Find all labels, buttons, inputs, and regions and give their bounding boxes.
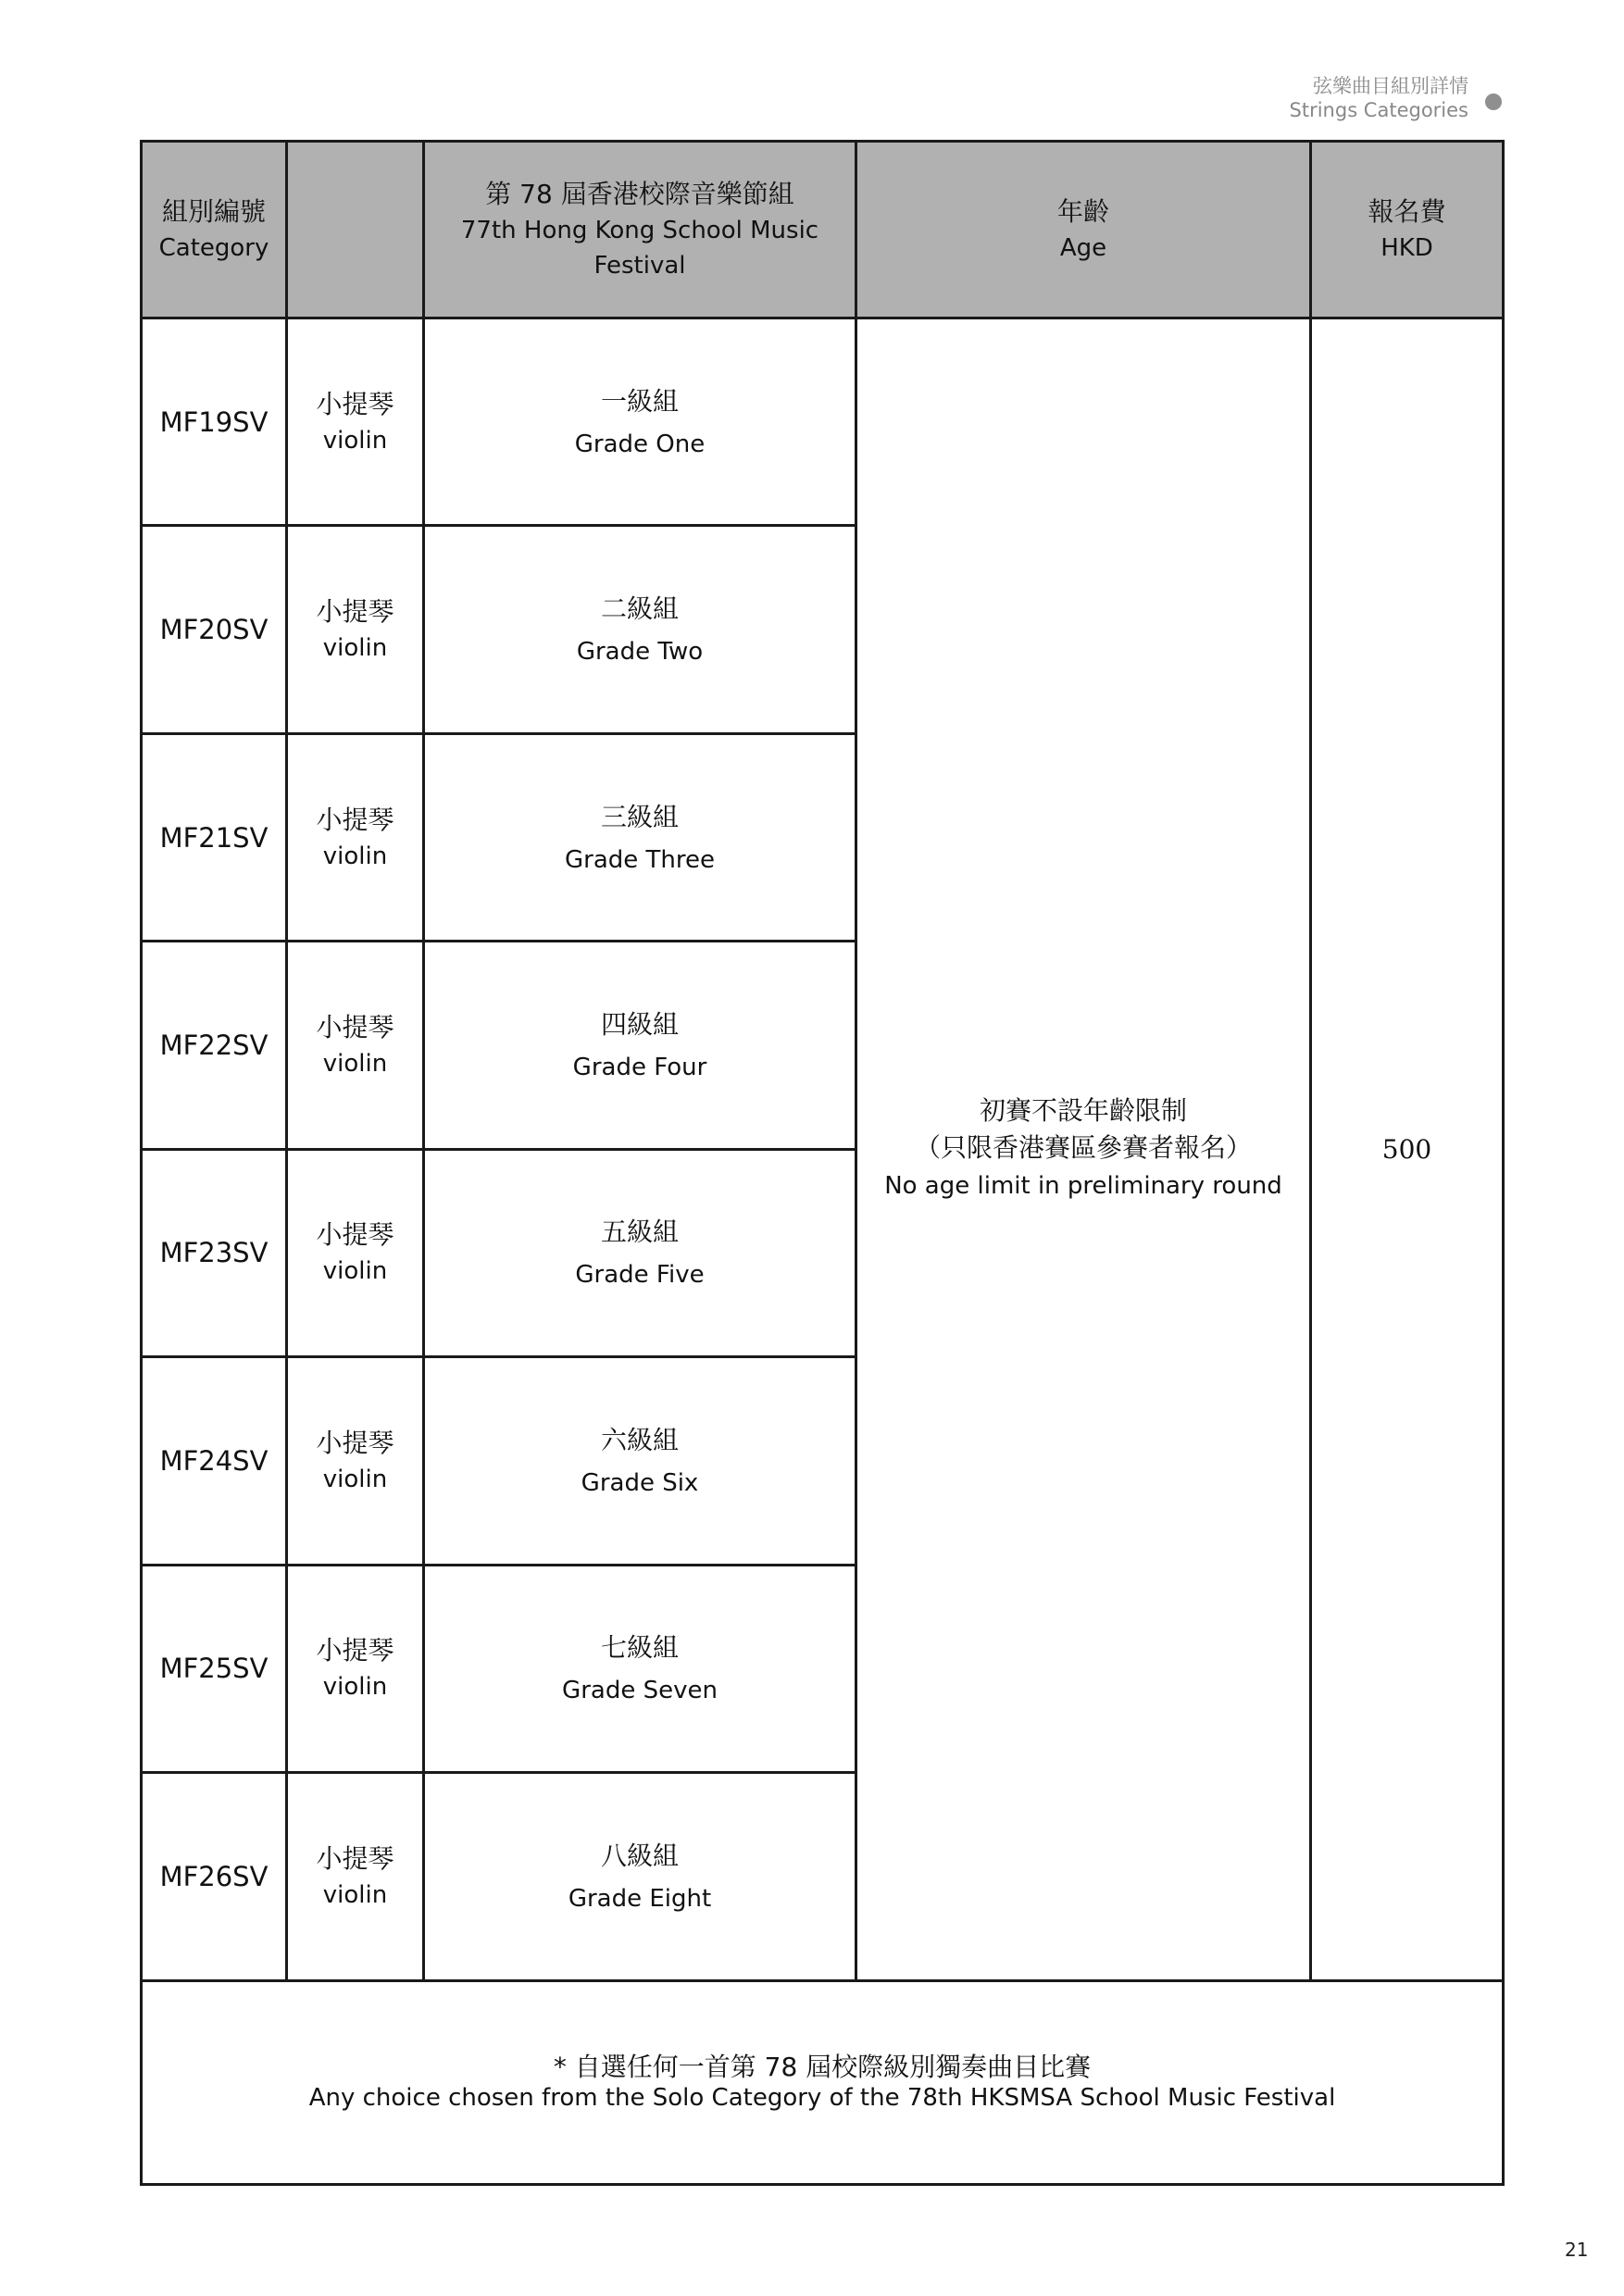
- grade-en: Grade Seven: [562, 1677, 718, 1705]
- category-code: MF24SV: [142, 1357, 287, 1565]
- grade-cn: 六級組: [600, 1424, 679, 1455]
- instrument-en: violin: [322, 842, 388, 870]
- grade-en: Grade Two: [576, 638, 704, 667]
- age-line-1: 初賽不設年齡限制: [979, 1095, 1187, 1127]
- grade-cell: [424, 942, 856, 1149]
- instrument-cn: 小提琴: [316, 804, 394, 835]
- instrument-en: violin: [322, 1050, 388, 1079]
- category-code: MF26SV: [142, 1773, 287, 1980]
- instrument-cell: [287, 733, 424, 941]
- grade-cn: 一級組: [600, 385, 679, 417]
- grade-cn: 七級組: [600, 1632, 679, 1664]
- instrument-cn: 小提琴: [316, 596, 394, 628]
- category-code: MF22SV: [142, 942, 287, 1149]
- grade-cell: [424, 1773, 856, 1980]
- instrument-en: violin: [322, 426, 388, 455]
- instrument-cn: 小提琴: [316, 1427, 394, 1458]
- page-header: [1254, 74, 1624, 130]
- header-festival: [424, 142, 856, 318]
- header-category: [142, 142, 287, 318]
- age-line-3: No age limit in preliminary round: [884, 1172, 1282, 1201]
- header-festival-en: 77th Hong Kong School Music Festival: [460, 217, 819, 280]
- grade-cell: [424, 318, 856, 526]
- page-number: 21: [1565, 2239, 1589, 2261]
- grade-cell: [424, 733, 856, 941]
- grade-cell: [424, 1149, 856, 1356]
- table-row: [142, 318, 1504, 526]
- category-code: MF23SV: [142, 1149, 287, 1356]
- header-fee-en: HKD: [1380, 234, 1433, 262]
- grade-en: Grade Eight: [568, 1884, 712, 1913]
- note-en: Any choice chosen from the Solo Category of the 78th HKSMSA School Music Festival: [308, 2084, 1336, 2113]
- age-cell: [856, 318, 1311, 1981]
- instrument-en: violin: [322, 1673, 388, 1702]
- instrument-en: violin: [322, 1880, 388, 1909]
- instrument-cell: [287, 526, 424, 733]
- grade-cell: [424, 1357, 856, 1565]
- instrument-cell: [287, 1773, 424, 1980]
- header-festival-cn: 第 78 屆香港校際音樂節組: [485, 179, 794, 209]
- instrument-cn: 小提琴: [316, 1635, 394, 1666]
- grade-cell: [424, 526, 856, 733]
- grade-cn: 五級組: [600, 1217, 679, 1248]
- header-text: [1290, 74, 1468, 122]
- grade-cn: 八級組: [600, 1840, 679, 1871]
- category-code: MF19SV: [142, 318, 287, 526]
- note-cell: [142, 1980, 1504, 2185]
- age-line-2: （只限香港賽區參賽者報名）: [914, 1132, 1252, 1164]
- header-title-en: Strings Categories: [1289, 99, 1468, 121]
- grade-cn: 三級組: [600, 801, 679, 832]
- instrument-en: violin: [322, 1465, 388, 1493]
- grade-en: Grade Four: [572, 1054, 707, 1082]
- header-age-en: Age: [1059, 234, 1107, 262]
- instrument-cn: 小提琴: [316, 1842, 394, 1874]
- instrument-en: violin: [322, 634, 388, 663]
- header-dot-icon: [1485, 94, 1502, 110]
- categories-table: [140, 140, 1505, 2186]
- instrument-cn: 小提琴: [316, 1012, 394, 1043]
- instrument-cn: 小提琴: [316, 1219, 394, 1251]
- instrument-cell: [287, 942, 424, 1149]
- instrument-cn: 小提琴: [316, 388, 394, 419]
- instrument-cell: [287, 1357, 424, 1565]
- header-instrument: [287, 142, 424, 318]
- instrument-cell: [287, 318, 424, 526]
- table-header-row: [142, 142, 1504, 318]
- grade-en: Grade One: [574, 430, 706, 458]
- header-category-en: Category: [158, 234, 269, 262]
- category-code: MF25SV: [142, 1565, 287, 1772]
- grade-en: Grade Five: [575, 1261, 705, 1290]
- header-fee: [1311, 142, 1504, 318]
- category-code: MF20SV: [142, 526, 287, 733]
- instrument-en: violin: [322, 1257, 388, 1286]
- header-age-cn: 年齡: [1056, 196, 1109, 227]
- note-cn: * 自選任何一首第 78 屆校際級別獨奏曲目比賽: [553, 2052, 1092, 2083]
- header-title-cn: 弦樂曲目組別詳情: [1313, 75, 1468, 97]
- grade-cell: [424, 1565, 856, 1772]
- table-note-row: [142, 1980, 1504, 2185]
- instrument-cell: [287, 1565, 424, 1772]
- header-age: [856, 142, 1311, 318]
- instrument-cell: [287, 1149, 424, 1356]
- grade-cn: 二級組: [600, 593, 679, 625]
- grade-en: Grade Six: [581, 1468, 699, 1497]
- category-code: MF21SV: [142, 733, 287, 941]
- header-category-cn: 組別編號: [161, 196, 266, 227]
- grade-en: Grade Three: [564, 845, 715, 874]
- fee-cell: 500: [1311, 318, 1504, 1981]
- grade-cn: 四級組: [600, 1009, 679, 1041]
- header-fee-cn: 報名費: [1368, 196, 1446, 227]
